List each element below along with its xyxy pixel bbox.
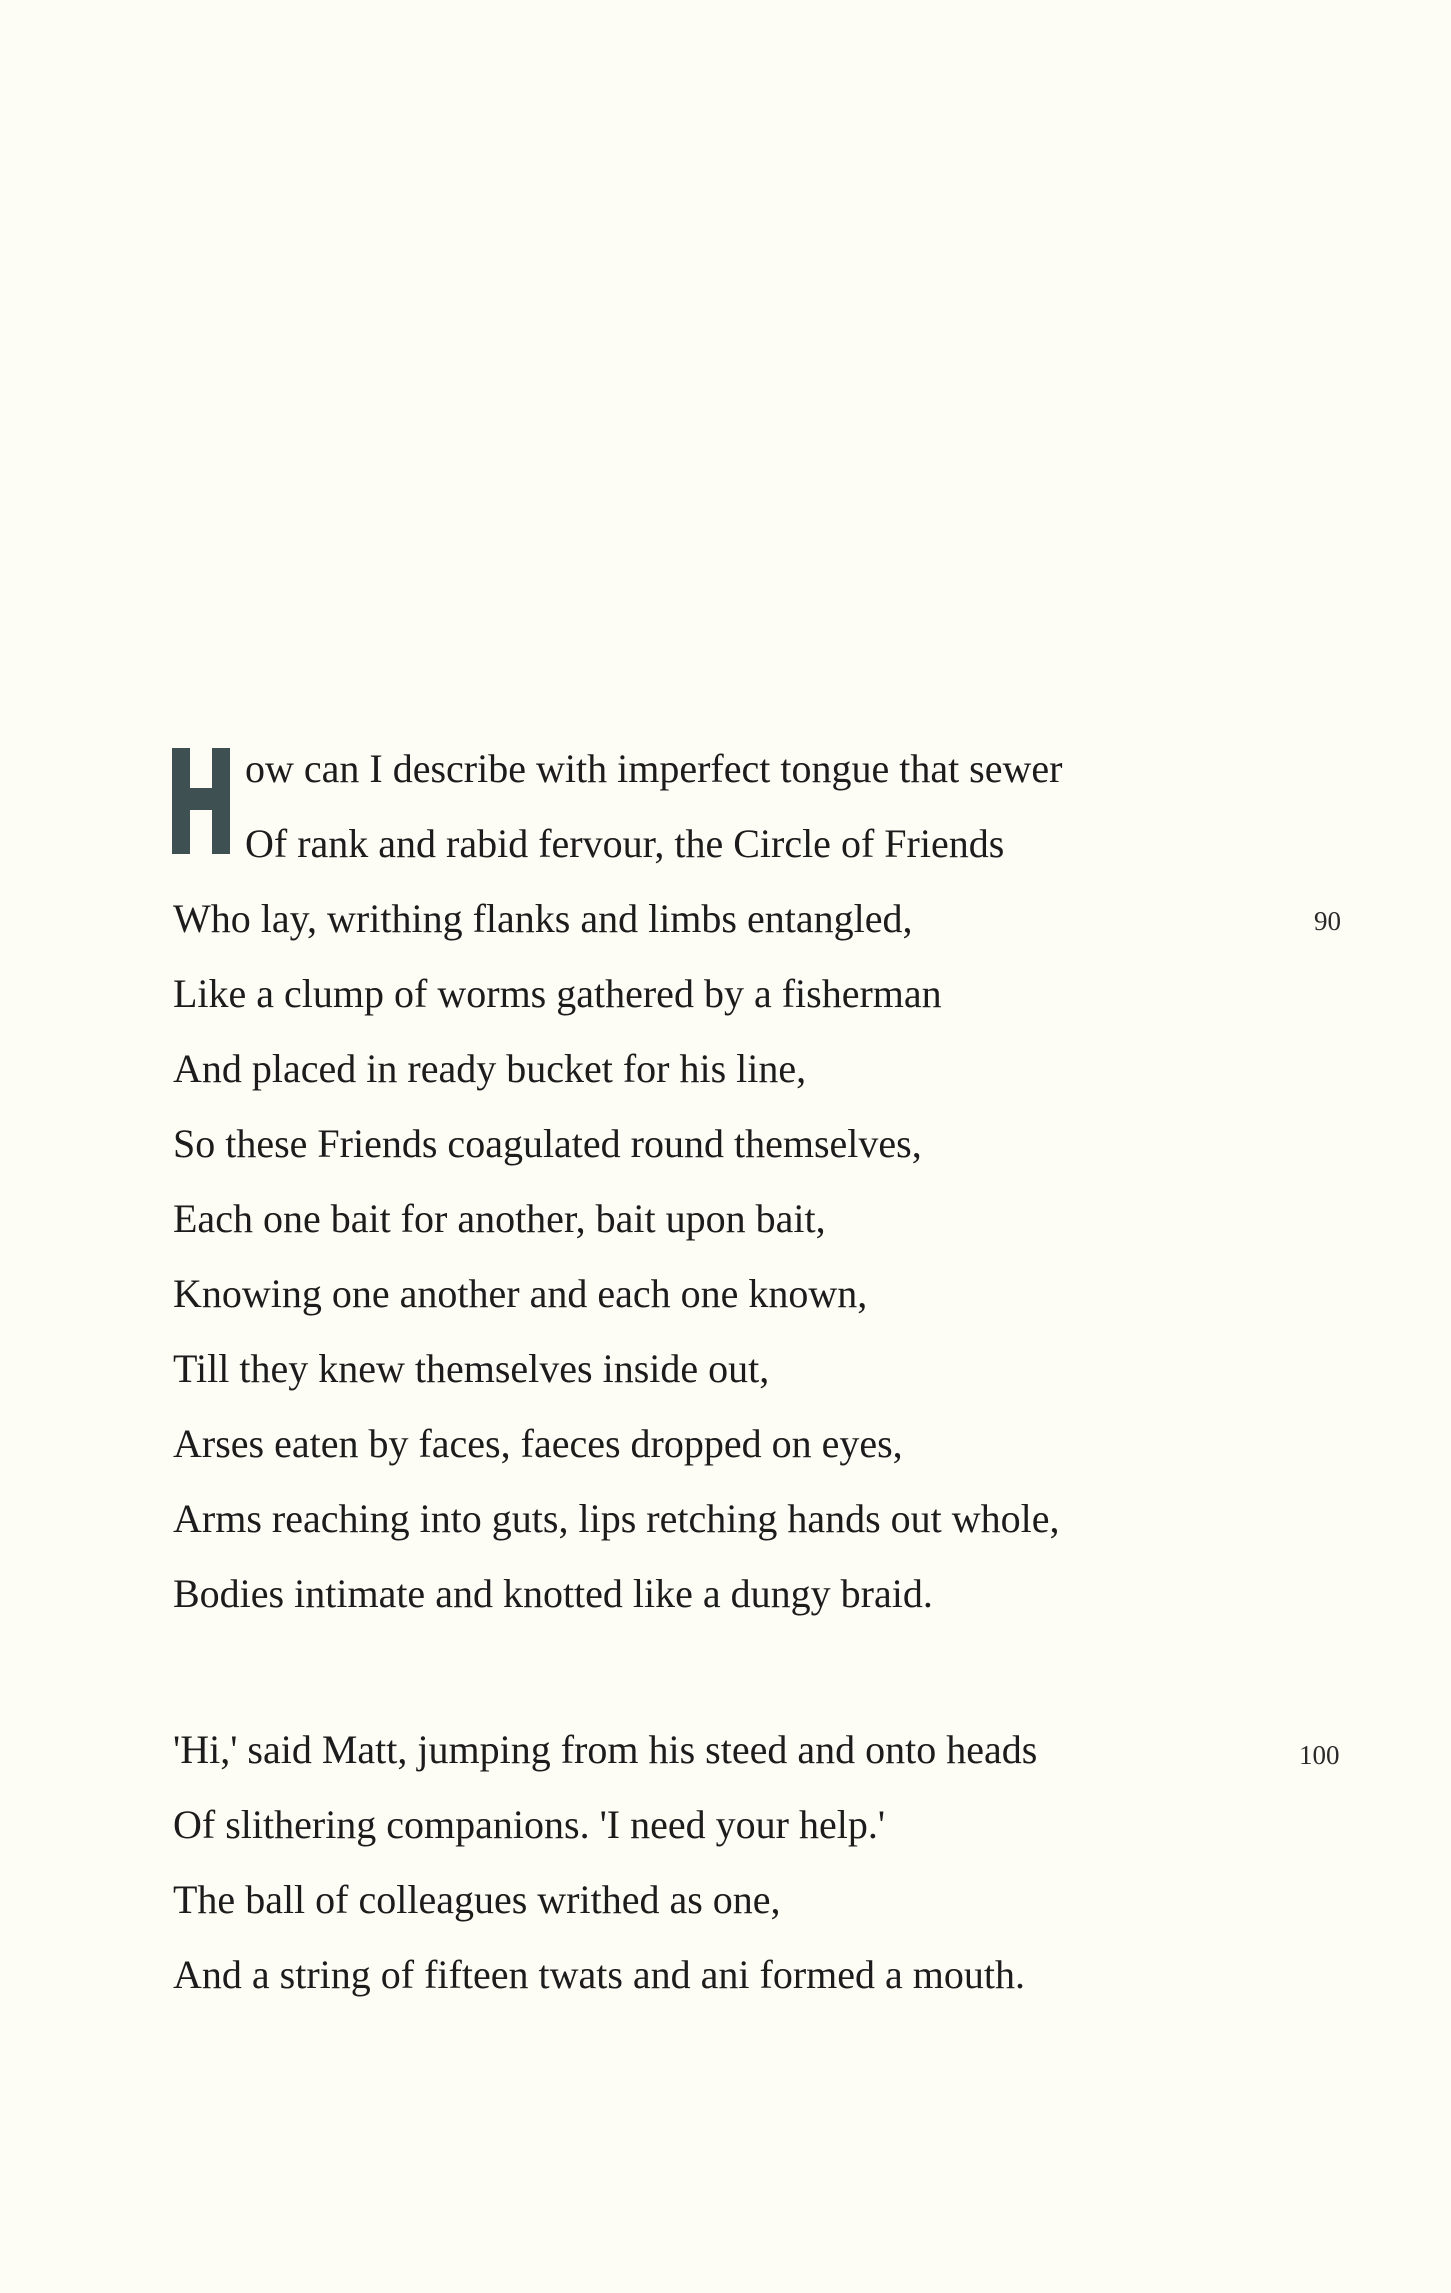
poem-line: So these Friends coagulated round themselves, bbox=[173, 1121, 922, 1166]
poem-line: Each one bait for another, bait upon bait, bbox=[173, 1196, 826, 1241]
poem-line: Who lay, writhing flanks and limbs entangled, bbox=[173, 896, 913, 941]
line-number: 100 bbox=[1299, 1740, 1340, 1770]
poem-line: Of rank and rabid fervour, the Circle of Friends bbox=[245, 821, 1005, 866]
poem-line: Arses eaten by faces, faeces dropped on eyes, bbox=[173, 1421, 903, 1466]
poem-line: Like a clump of worms gathered by a fisherman bbox=[173, 971, 942, 1016]
poem-line: Till they knew themselves inside out, bbox=[173, 1346, 770, 1391]
poem-line: And placed in ready bucket for his line, bbox=[173, 1046, 807, 1091]
poem-line: Knowing one another and each one known, bbox=[173, 1271, 868, 1316]
poem-line: And a string of fifteen twats and ani formed a mouth. bbox=[173, 1952, 1025, 1997]
poem-line: Arms reaching into guts, lips retching hands out whole, bbox=[173, 1496, 1060, 1541]
dropcap-letter bbox=[172, 748, 230, 854]
poem-line: ow can I describe with imperfect tongue that sewer bbox=[245, 746, 1063, 791]
poem-line: Bodies intimate and knotted like a dungy braid. bbox=[173, 1571, 933, 1616]
poem-line: Of slithering companions. 'I need your help.' bbox=[173, 1802, 886, 1847]
poem-line: 'Hi,' said Matt, jumping from his steed and onto heads bbox=[173, 1727, 1038, 1772]
poem-line: The ball of colleagues writhed as one, bbox=[173, 1877, 781, 1922]
line-number: 90 bbox=[1314, 906, 1341, 936]
